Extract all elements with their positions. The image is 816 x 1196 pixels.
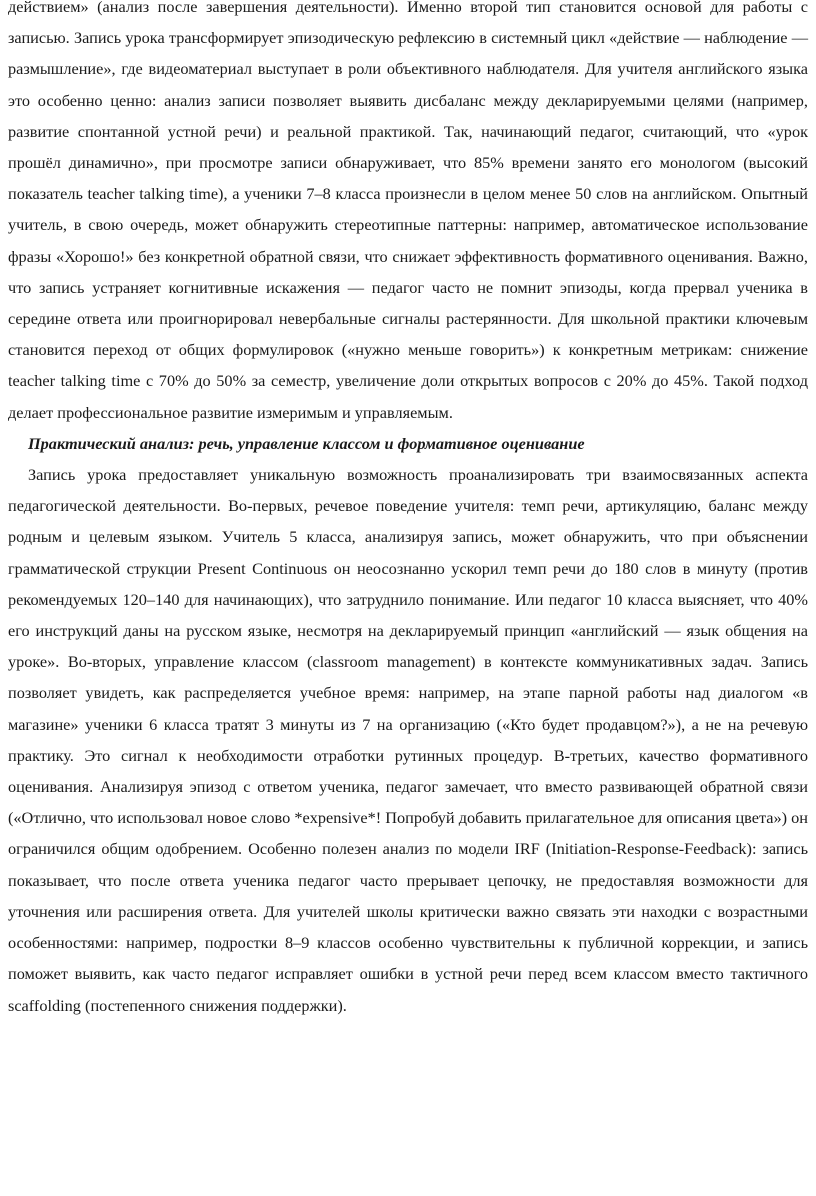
body-paragraph-2: Запись урока предоставляет уникальную возможность проанализировать три взаимосвязанных аспекта педагогической деятельности. Во-первых, речевое поведение учителя: темп речи, артикуляцию, баланс между родным и целевым языком. Учитель 5 класса, анализируя запись, может обнаружить, что при объяснении грамматической струкции Present Continuous он неосознанно ускорил темп речи до 180 слов в минуту (против рекомендуемых 120–140 для начинающих), что затруднило понимание. Или педагог 10 класса выясняет, что 40% его инструкций даны на русском языке, несмотря на декларируемый принцип «английский — язык общения на уроке». Во-вторых, управление классом (classroom management) в контексте коммуникативных задач. Запись позволяет увидеть, как распределяется учебное время: например, на этапе парной работы над диалогом «в магазине» ученики 6 класса тратят 3 минуты из 7 на организацию («Кто будет продавцом?»), а не на речевую практику. Это сигнал к необходимости отработки рутинных процедур. В-третьих, качество формативного оценивания. Анализируя эпизод с ответом ученика, педагог замечает, что вместо развивающей обратной связи («Отлично, что использовал новое слово *expensive*! Попробуй добавить прилагательное для описания цвета») он ограничился общим одобрением. Особенно полезен анализ по модели IRF (Initiation-Response-Feedback): запись показывает, что после ответа ученика педагог часто прерывает цепочку, не предоставляя возможности для уточнения или расширения ответа. Для учителей школы критически важно связать эти находки с возрастными особенностями: например, подростки 8–9 классов особенно чувствительны к публичной коррекции, и запись поможет выявить, как часто педагог исправляет ошибки в устной речи перед всем классом вместо тактичного scaffolding (постепенного снижения поддержки). [8,465,809,1015]
document-page [8,0,808,1021]
body-paragraph-1: действием» (анализ после завершения деятельности). Именно второй тип становится основой для работы с записью. Запись урока трансформирует эпизодическую рефлексию в системный цикл «действие — наблюдение — размышление», где видеоматериал выступает в роли объективного наблюдателя. Для учителя английского языка это особенно ценно: анализ записи позволяет выявить дисбаланс между декларируемыми целями (например, развитие спонтанной устной речи) и реальной практикой. Так, начинающий педагог, считающий, что «урок прошёл динамично», при просмотре записи обнаруживает, что 85% времени занято его монологом (высокий показатель teacher talking time), а ученики 7–8 класса произнесли в целом менее 50 слов на английском. Опытный учитель, в свою очередь, может обнаружить стереотипные паттерны: например, автоматическое использование фразы «Хорошо!» без конкретной обратной связи, что снижает эффективность формативного оценивания. Важно, что запись устраняет когнитивные искажения — педагог часто не помнит эпизоды, когда прервал ученика в середине ответа или проигнорировал невербальные сигналы растерянности. Для школьной практики ключевым становится переход от общих формулировок («нужно меньше говорить») к конкретным метрикам: снижение teacher talking time с 70% до 50% за семестр, увеличение доли открытых вопросов с 20% до 45%. Такой подход делает профессиональное развитие измеримым и управляемым. [8,0,808,422]
section-heading: Практический анализ: речь, управление классом и формативное оценивание [28,433,585,453]
